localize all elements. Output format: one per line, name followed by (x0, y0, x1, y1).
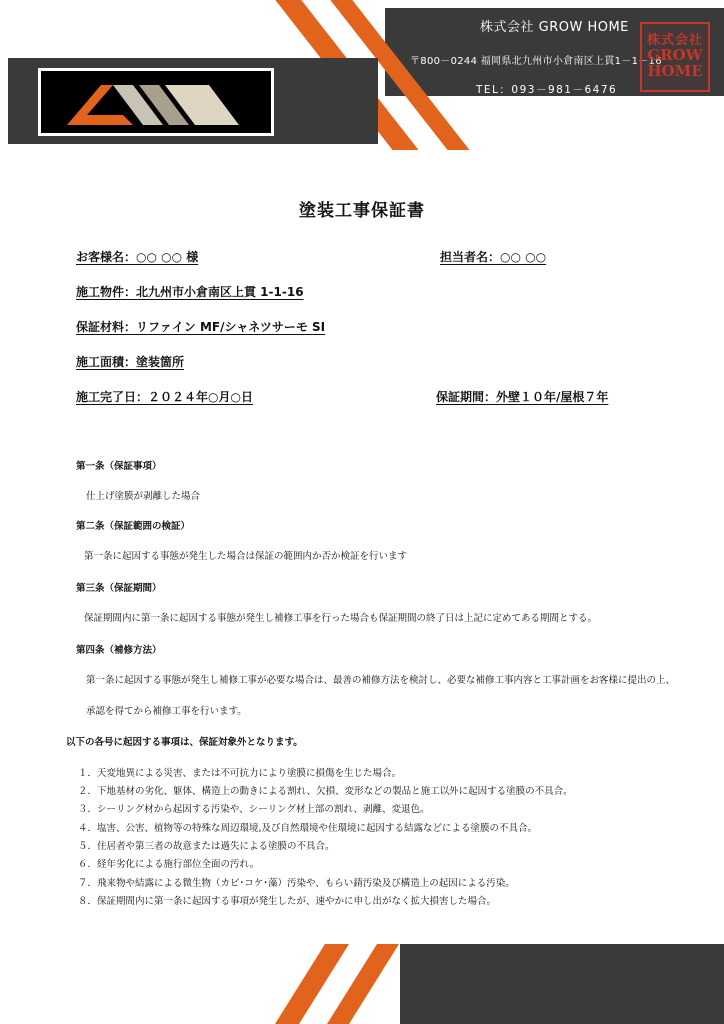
article-4-heading: 第四条（補修方法） (76, 645, 162, 656)
company-address: 〒800－0244 福岡県北九州市小倉南区上貫1－1－16 (410, 56, 662, 67)
article-2-heading: 第二条（保証範囲の検証） (76, 521, 191, 532)
construction-area: 施工面積：塗装箇所 (76, 355, 185, 369)
exclusion-item: ６．経年劣化による施行部位全面の汚れ。 (78, 859, 260, 870)
article-3-heading: 第三条（保証期間） (76, 583, 162, 594)
footer-stripes (0, 944, 724, 1024)
company-seal (640, 22, 710, 92)
exclusion-item: ７．飛来物や結露による微生物（カビ･コケ･藻）汚染や、もらい錆汚染及び構造上の起因による汚染。 (78, 878, 515, 889)
exclusion-item: １．天変地異による災害、または不可抗力により塗膜に損傷を生じた場合。 (78, 768, 402, 779)
exclusion-item: ４．塩害、公害、植物等の特殊な周辺環境,及び自然環境や住環境に起因する結露などによる塗膜の不具合。 (78, 823, 538, 834)
exclusion-item: ２．下地基材の劣化、躯体、構造上の動きによる割れ、欠損、変形などの製品と施工以外に起因する塗膜の不具合。 (78, 786, 573, 797)
article-3-body: 保証期間内に第一条に起因する事態が発生し補修工事を行った場合も保証期間の終了日は上記に定めてある期間とする。 (84, 613, 598, 624)
warranty-period: 保証期間：外壁１０年/屋根７年 (436, 390, 609, 404)
customer-name: お客様名：○○ ○○ 様 (76, 250, 199, 264)
company-tel: TEL：093－981－6476 (476, 84, 618, 96)
article-2-body: 第一条に起因する事態が発生した場合は保証の範囲内か否か検証を行います (84, 551, 408, 562)
seal-line-1: 株式会社 (646, 33, 703, 49)
completion-date: 施工完了日：２０２４年○月○日 (76, 390, 253, 404)
article-4-body-1: 第一条に起因する事態が発生し補修工事が必要な場合は、最善の補修方法を検討し、必要な補修工事内容と工事計画をお客様に提出の上、 (86, 675, 676, 686)
exclusions-title: 以下の各号に起因する事項は、保証対象外となります。 (66, 737, 303, 748)
exclusion-item: ８．保証期間内に第一条に起因する事項が発生したが、速やかに申し出がなく拡大損害した場合。 (78, 896, 497, 907)
seal-line-2: GROW (647, 46, 703, 65)
warranty-materials: 保証材料：リファイン MF/シャネツサーモ SI (76, 320, 326, 334)
company-name: 株式会社 GROW HOME (480, 20, 629, 35)
exclusion-item: ３．シーリング材から起因する汚染や、シーリング材上部の割れ、剥離、変退色。 (78, 804, 430, 815)
exclusion-item: ５．住居者や第三者の故意または過失による塗膜の不具合。 (78, 841, 335, 852)
staff-name: 担当者名：○○ ○○ (440, 250, 547, 264)
article-1-body: 仕上げ塗膜が剥離した場合 (86, 491, 201, 502)
article-1-heading: 第一条（保証事項） (76, 461, 162, 472)
seal-line-3: HOME (647, 61, 703, 80)
property-address: 施工物件：北九州市小倉南区上貫 1-1-16 (76, 285, 304, 299)
article-4-body-2: 承認を得てから補修工事を行います。 (86, 706, 247, 717)
company-logo (38, 68, 274, 136)
document-title: 塗装工事保証書 (299, 201, 425, 221)
roof-logo-icon (41, 71, 271, 133)
